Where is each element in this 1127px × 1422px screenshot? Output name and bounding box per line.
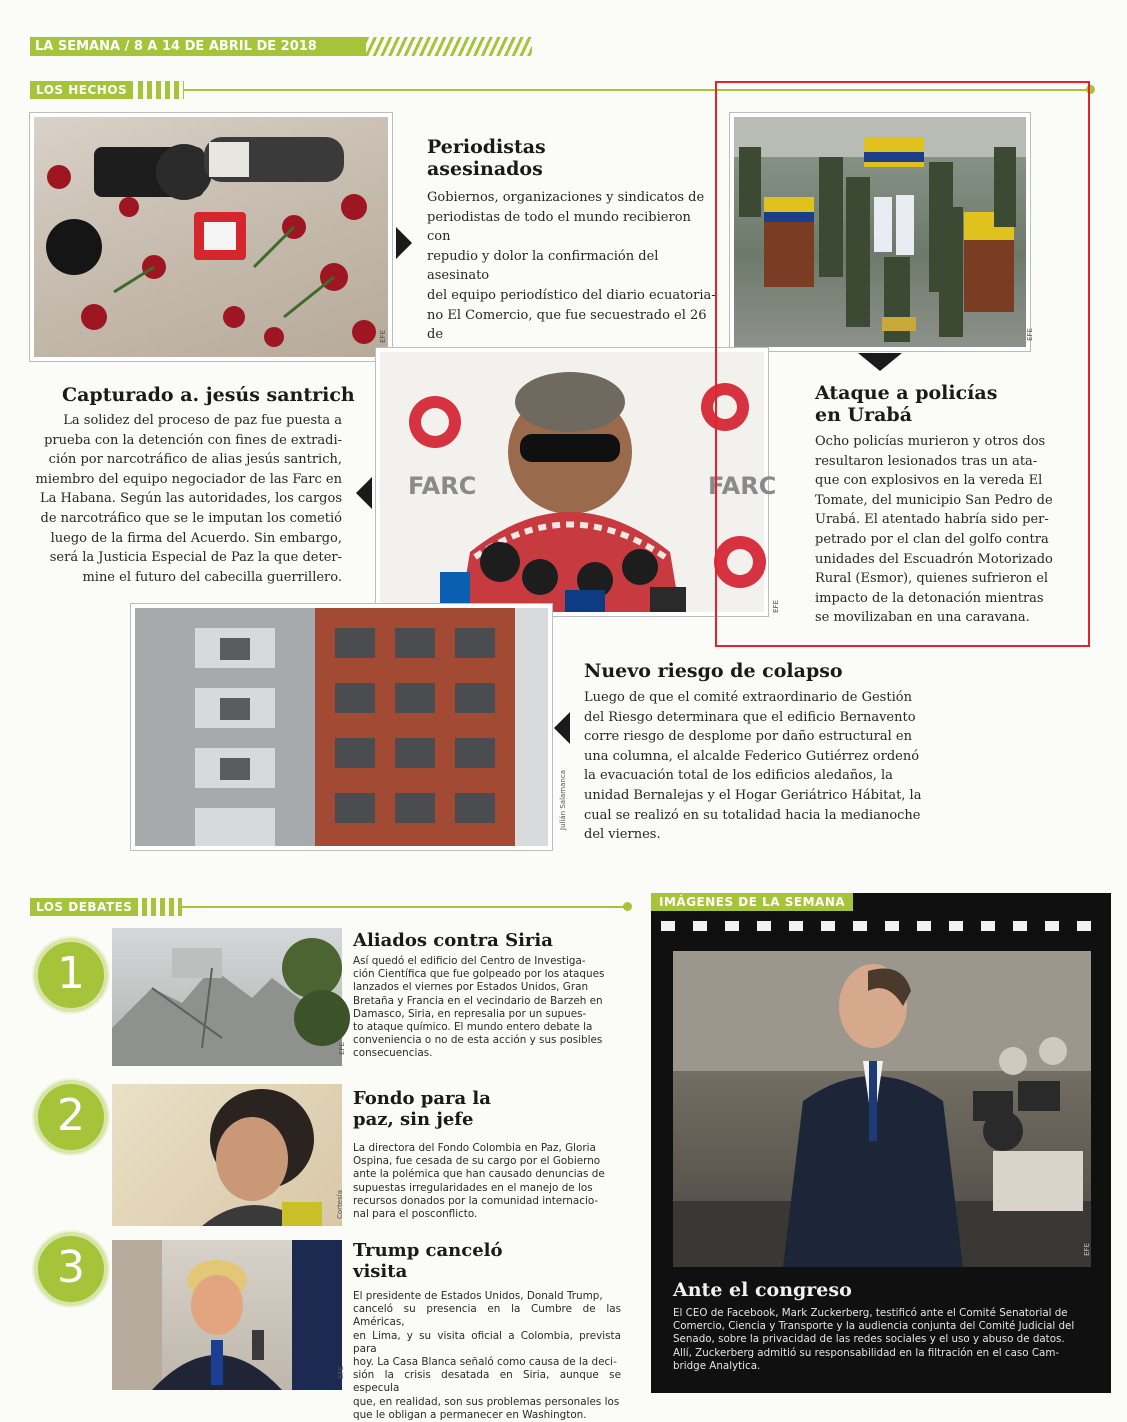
imagenes-panel [651,893,1111,1393]
santrich-body: La solidez del proceso de paz fue puesta a prueba con la detención con fines de extradi- ción por narcotráfico de alias jesús santrich, miembro del equipo negociador de las Farc en La Habana. Según las autoridades, los cargos de narcotráfico que se le imputan los cometió luego de la firma del Acuerdo. Sin embargo, será la Justicia Especial de Paz la que deter- mine el futuro del cabecilla guerrillero. [35,413,342,585]
arrow-right-icon [396,227,412,259]
imagenes-credit: EFE [1083,1243,1091,1256]
trump-illustration [112,1240,342,1390]
periodistas-body: Gobiernos, organizaciones y sindicatos de periodistas de todo el mundo recibieron con repudio y dolor la confirmación del asesinato del equipo periodístico del diario ecuatoria- no El Comercio, que fue secuestrado el 26 de [427,190,716,343]
farc-label-right: FARC [708,472,777,500]
debate-3-photo [112,1240,342,1390]
debate-1-photo [112,928,342,1066]
santrich-title: Capturado a. jesús santrich [62,384,355,406]
highlight-box [715,81,1090,647]
colapso-credit: Julián Salamanca [559,770,567,830]
zuckerberg-photo [673,951,1091,1267]
periodistas-photo [30,113,392,361]
debate-1-body: Así quedó el edificio del Centro de Investiga- ción Científica que fue golpeado por los ataques lanzados el viernes por Estados Unidos, Gran Bretaña y Francia en el vecindario de Barzeh en Damasco, Siria, en represalia por un supues- to ataque químico. El mundo entero debate la conveniencia o no de esta acción y sus posibles consecuencias. [353,955,605,1060]
section-rule [182,906,626,908]
congress-hearing-illustration [673,951,1091,1267]
debate-3-body: El presidente de Estados Unidos, Donald Trump, canceló su presencia en la Cumbre de las Américas, en Lima, y su visita oficial a Colombia, prevista para hoy. La Casa Blanca señaló como causa de la deci- sión la crisis desatada en Siria, aunque se especula que, en realidad, son sus problemas personales los que le obligan a permanecer en Washington. [353,1290,621,1421]
colapso-photo [131,604,552,850]
arrow-left-icon [356,477,372,509]
ruins-illustration [112,928,342,1066]
section-label-debates: LOS DEBATES [30,898,138,916]
header-bar [30,37,366,56]
santrich-credit: EFE [772,600,780,613]
building-illustration [135,608,548,846]
debate-3-title: Trump canceló visita [353,1240,503,1282]
periodistas-title: Periodistas asesinados [427,136,546,180]
debate-number-1: 1 [34,938,108,1012]
debate-2-title: Fondo para la paz, sin jefe [353,1088,491,1130]
imagenes-title: Ante el congreso [673,1279,852,1301]
colapso-body: Luego de que el comité extraordinario de Gestión del Riesgo determinara que el edificio Bernavento corre riesgo de desplome por daño estructural en una columna, el alcalde Federico Gutiérrez ordenó la evacuación total de los edificios aledaños, la unidad Bernalejas y el Hogar Geriátrico Hábitat, la cual se realizó en su totalidad hacia la medianoche del viernes. [584,690,922,843]
uraba-title: Ataque a policías en Urabá [815,382,998,426]
header-hatch [366,37,532,56]
debate-2-photo [112,1084,342,1226]
film-strip [661,921,1101,931]
farc-label-left: FARC [408,472,477,500]
debate-1-credit: EFE [338,1042,346,1055]
debate-2-body: La directora del Fondo Colombia en Paz, Gloria Ospina, fue cesada de su cargo por el Gobierno ante la polémica que han causado denuncias de supuestas irregularidades en el manejo de los recursos donados por la comunidad internacio- nal para el posconflicto. [353,1142,605,1221]
arrow-left-icon [554,712,570,744]
imagenes-body: El CEO de Facebook, Mark Zuckerberg, testificó ante el Comité Senatorial de Comercio, Ciencia y Transporte y la audiencia conjunta del Comité Judicial del Senado, sobre la privacidad de las redes sociales y el uso y abuso de datos. Allí, Zuckerberg admitió su responsabilidad en la filtración en el caso Cam- bridge Analytica. [673,1307,1075,1372]
debate-3-credit: EFE [337,1366,345,1379]
debate-1-title: Aliados contra Siria [353,930,553,951]
uraba-credit: EFE [1026,328,1034,341]
uraba-body: Ocho policías murieron y otros dos resultaron lesionados tras un ata- que con explosivos en la vereda El Tomate, del municipio San Pedro de Urabá. El atentado habría sido per- petrado por el clan del golfo contra unidades del Escuadrón Motorizado Rural (Esmor), quienes sufrieron el impacto de la detonación mientras se movilizaban en una caravana. [815,434,1053,626]
portrait-illustration [112,1084,342,1226]
debate-number-3: 3 [34,1232,108,1306]
debate-2-credit: Cortesía [336,1190,344,1219]
header-date: LA SEMANA / 8 A 14 DE ABRIL DE 2018 [35,39,317,54]
section-label-imagenes: IMÁGENES DE LA SEMANA [651,893,853,911]
label-stripes [142,898,182,916]
debate-number-2: 2 [34,1080,108,1154]
section-rule-dot [623,902,632,911]
periodistas-credit: EFE [379,330,387,343]
colapso-title: Nuevo riesgo de colapso [584,660,843,682]
label-stripes [138,81,184,99]
section-label-hechos: LOS HECHOS [30,81,133,99]
cameras-roses-illustration [34,117,388,357]
